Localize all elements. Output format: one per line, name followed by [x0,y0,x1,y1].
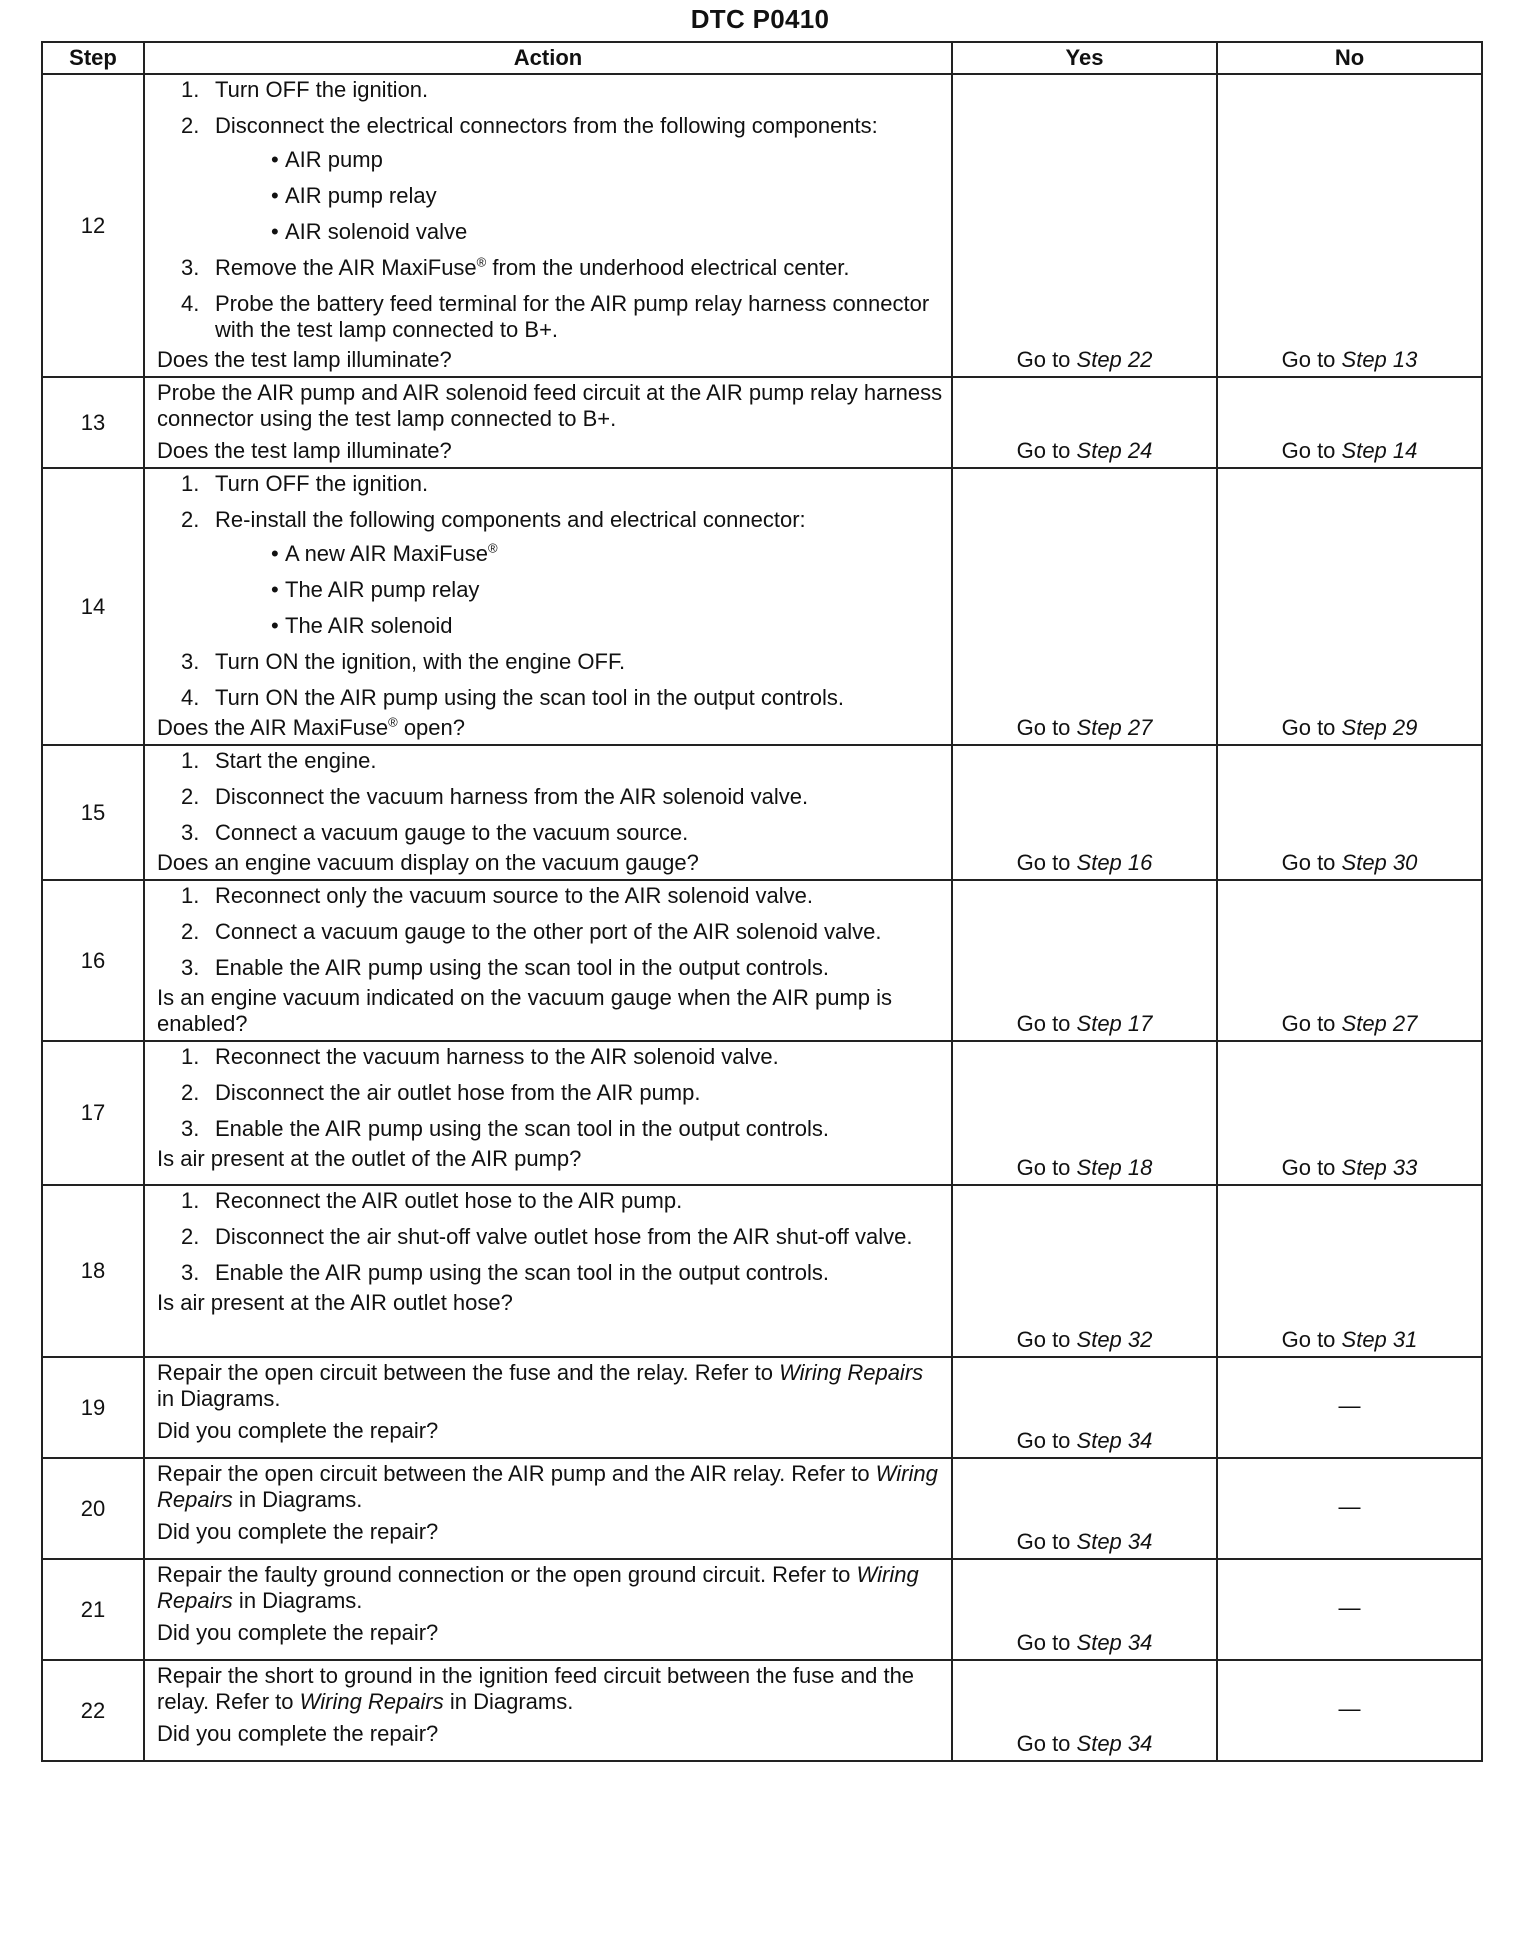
header-no: No [1217,42,1482,74]
list-item: 2. Disconnect the air outlet hose from the AIR pump. [181,1080,701,1105]
action-paragraph: Repair the open circuit between the fuse and the relay. Refer to Wiring Repairs in Diagrams. [157,1360,924,1411]
no-result: Go to Step 13 [1217,74,1482,377]
bullet-item: • AIR solenoid valve [215,219,943,245]
step-number: 18 [42,1185,144,1357]
yes-result: Go to Step 34 [952,1458,1217,1559]
table-row [42,1357,1482,1458]
question-text: Is air present at the AIR outlet hose? [157,1290,513,1315]
registered-mark: ® [476,254,487,270]
step-number: 19 [42,1357,144,1458]
list-item: 3. Remove the AIR MaxiFuse® from the underhood electrical center. [181,254,850,280]
list-item: 2. Connect a vacuum gauge to the other port of the AIR solenoid valve. [181,919,882,944]
question-text: Did you complete the repair? [157,1519,439,1544]
action-cell [144,1185,952,1357]
no-result: — [1217,1660,1482,1761]
step-number: 14 [42,468,144,745]
action-cell [144,1458,952,1559]
step-number: 16 [42,880,144,1041]
list-item: 3. Enable the AIR pump using the scan tool in the output controls. [181,1260,829,1285]
yes-result: Go to Step 18 [952,1041,1217,1185]
action-cell [144,1357,952,1458]
action-paragraph: Probe the AIR pump and AIR solenoid feed circuit at the AIR pump relay harness connector using the test lamp connected to B+. [157,380,943,431]
yes-result: Go to Step 27 [952,468,1217,745]
action-cell [144,468,952,745]
registered-mark: ® [487,540,498,556]
action-cell [144,1559,952,1660]
list-item: 1. Turn OFF the ignition. [181,77,429,102]
header-step: Step [42,42,144,74]
registered-mark: ® [388,714,398,730]
action-paragraph: Repair the faulty ground connection or the open ground circuit. Refer to Wiring Repairs in Diagrams. [157,1562,919,1613]
no-result: Go to Step 31 [1217,1185,1482,1357]
bullet-list [215,147,943,245]
bullet-item: • AIR pump [215,147,943,173]
yes-result: Go to Step 32 [952,1185,1217,1357]
list-item: 3. Turn ON the ignition, with the engine OFF. [181,649,626,674]
question-text: Does an engine vacuum display on the vacuum gauge? [157,850,699,875]
question-text: Did you complete the repair? [157,1721,439,1746]
bullet-item: • AIR pump relay [215,183,943,209]
step-number: 17 [42,1041,144,1185]
instruction-list [157,748,943,846]
no-result: Go to Step 33 [1217,1041,1482,1185]
yes-result: Go to Step 22 [952,74,1217,377]
list-item: 4. Turn ON the AIR pump using the scan tool in the output controls. [181,685,844,710]
action-cell [144,880,952,1041]
instruction-list [157,1188,943,1286]
no-result: — [1217,1458,1482,1559]
no-result: — [1217,1357,1482,1458]
table-row [42,1458,1482,1559]
question-text: Did you complete the repair? [157,1418,439,1443]
table-row [42,468,1482,745]
list-item: 1. Reconnect the AIR outlet hose to the AIR pump. [181,1188,683,1213]
bullet-item: • The AIR solenoid [215,613,943,639]
action-cell [144,377,952,468]
bullet-item: • A new AIR MaxiFuse® [215,541,943,567]
list-item: 3. Connect a vacuum gauge to the vacuum source. [181,820,689,845]
bullet-list [215,541,943,639]
bullet-item: • The AIR pump relay [215,577,943,603]
question-text: Does the test lamp illuminate? [157,347,452,372]
yes-result: Go to Step 16 [952,745,1217,880]
table-header-row [42,42,1482,74]
question-text: Did you complete the repair? [157,1620,439,1645]
table-row [42,745,1482,880]
question-text: Is air present at the outlet of the AIR pump? [157,1146,582,1171]
question-text: Is an engine vacuum indicated on the vacuum gauge when the AIR pump is enabled? [157,985,893,1036]
list-item: 3. Enable the AIR pump using the scan tool in the output controls. [181,1116,829,1141]
table-row [42,1041,1482,1185]
table-row [42,377,1482,468]
no-result: — [1217,1559,1482,1660]
action-cell [144,1660,952,1761]
diagnostic-table [41,41,1483,1762]
list-item: 2. Disconnect the electrical connectors from the following components: • AIR pump • AIR pump relay • AIR solenoid valve [157,113,943,245]
step-number: 20 [42,1458,144,1559]
list-item: 1. Start the engine. [181,748,377,773]
list-item: 1. Reconnect only the vacuum source to the AIR solenoid valve. [181,883,814,908]
table-row [42,1559,1482,1660]
action-cell [144,1041,952,1185]
action-paragraph: Repair the short to ground in the ignition feed circuit between the fuse and the relay. Refer to Wiring Repairs in Diagrams. [157,1663,915,1714]
step-number: 13 [42,377,144,468]
header-action: Action [144,42,952,74]
table-row [42,1660,1482,1761]
list-item: 2. Re-install the following components and electrical connector: • A new AIR MaxiFuse® • The AIR pump relay • The AIR solenoid [157,507,943,639]
instruction-list [157,1044,943,1142]
question-text: Does the test lamp illuminate? [157,438,452,463]
action-paragraph: Repair the open circuit between the AIR pump and the AIR relay. Refer to Wiring Repairs in Diagrams. [157,1461,938,1512]
list-item: 2. Disconnect the air shut-off valve outlet hose from the AIR shut-off valve. [181,1224,913,1249]
header-yes: Yes [952,42,1217,74]
question-text: Does the AIR MaxiFuse® open? [157,714,465,740]
step-number: 21 [42,1559,144,1660]
table-row [42,1185,1482,1357]
yes-result: Go to Step 24 [952,377,1217,468]
no-result: Go to Step 14 [1217,377,1482,468]
list-item: 2. Disconnect the vacuum harness from the AIR solenoid valve. [181,784,809,809]
yes-result: Go to Step 17 [952,880,1217,1041]
list-item: 1. Turn OFF the ignition. [181,471,429,496]
instruction-list [157,77,943,343]
list-item: 3. Enable the AIR pump using the scan tool in the output controls. [181,955,829,980]
page-title: DTC P0410 [690,4,830,34]
list-item: 4. Probe the battery feed terminal for the AIR pump relay harness connector with the test lamp connected to B+. [181,291,930,342]
no-result: Go to Step 30 [1217,745,1482,880]
step-number: 15 [42,745,144,880]
yes-result: Go to Step 34 [952,1559,1217,1660]
instruction-list [157,471,943,711]
action-cell [144,74,952,377]
table-row [42,880,1482,1041]
yes-result: Go to Step 34 [952,1660,1217,1761]
step-number: 12 [42,74,144,377]
table-row [42,74,1482,377]
yes-result: Go to Step 34 [952,1357,1217,1458]
no-result: Go to Step 29 [1217,468,1482,745]
step-number: 22 [42,1660,144,1761]
list-item: 1. Reconnect the vacuum harness to the AIR solenoid valve. [181,1044,779,1069]
action-cell [144,745,952,880]
instruction-list [157,883,943,981]
no-result: Go to Step 27 [1217,880,1482,1041]
